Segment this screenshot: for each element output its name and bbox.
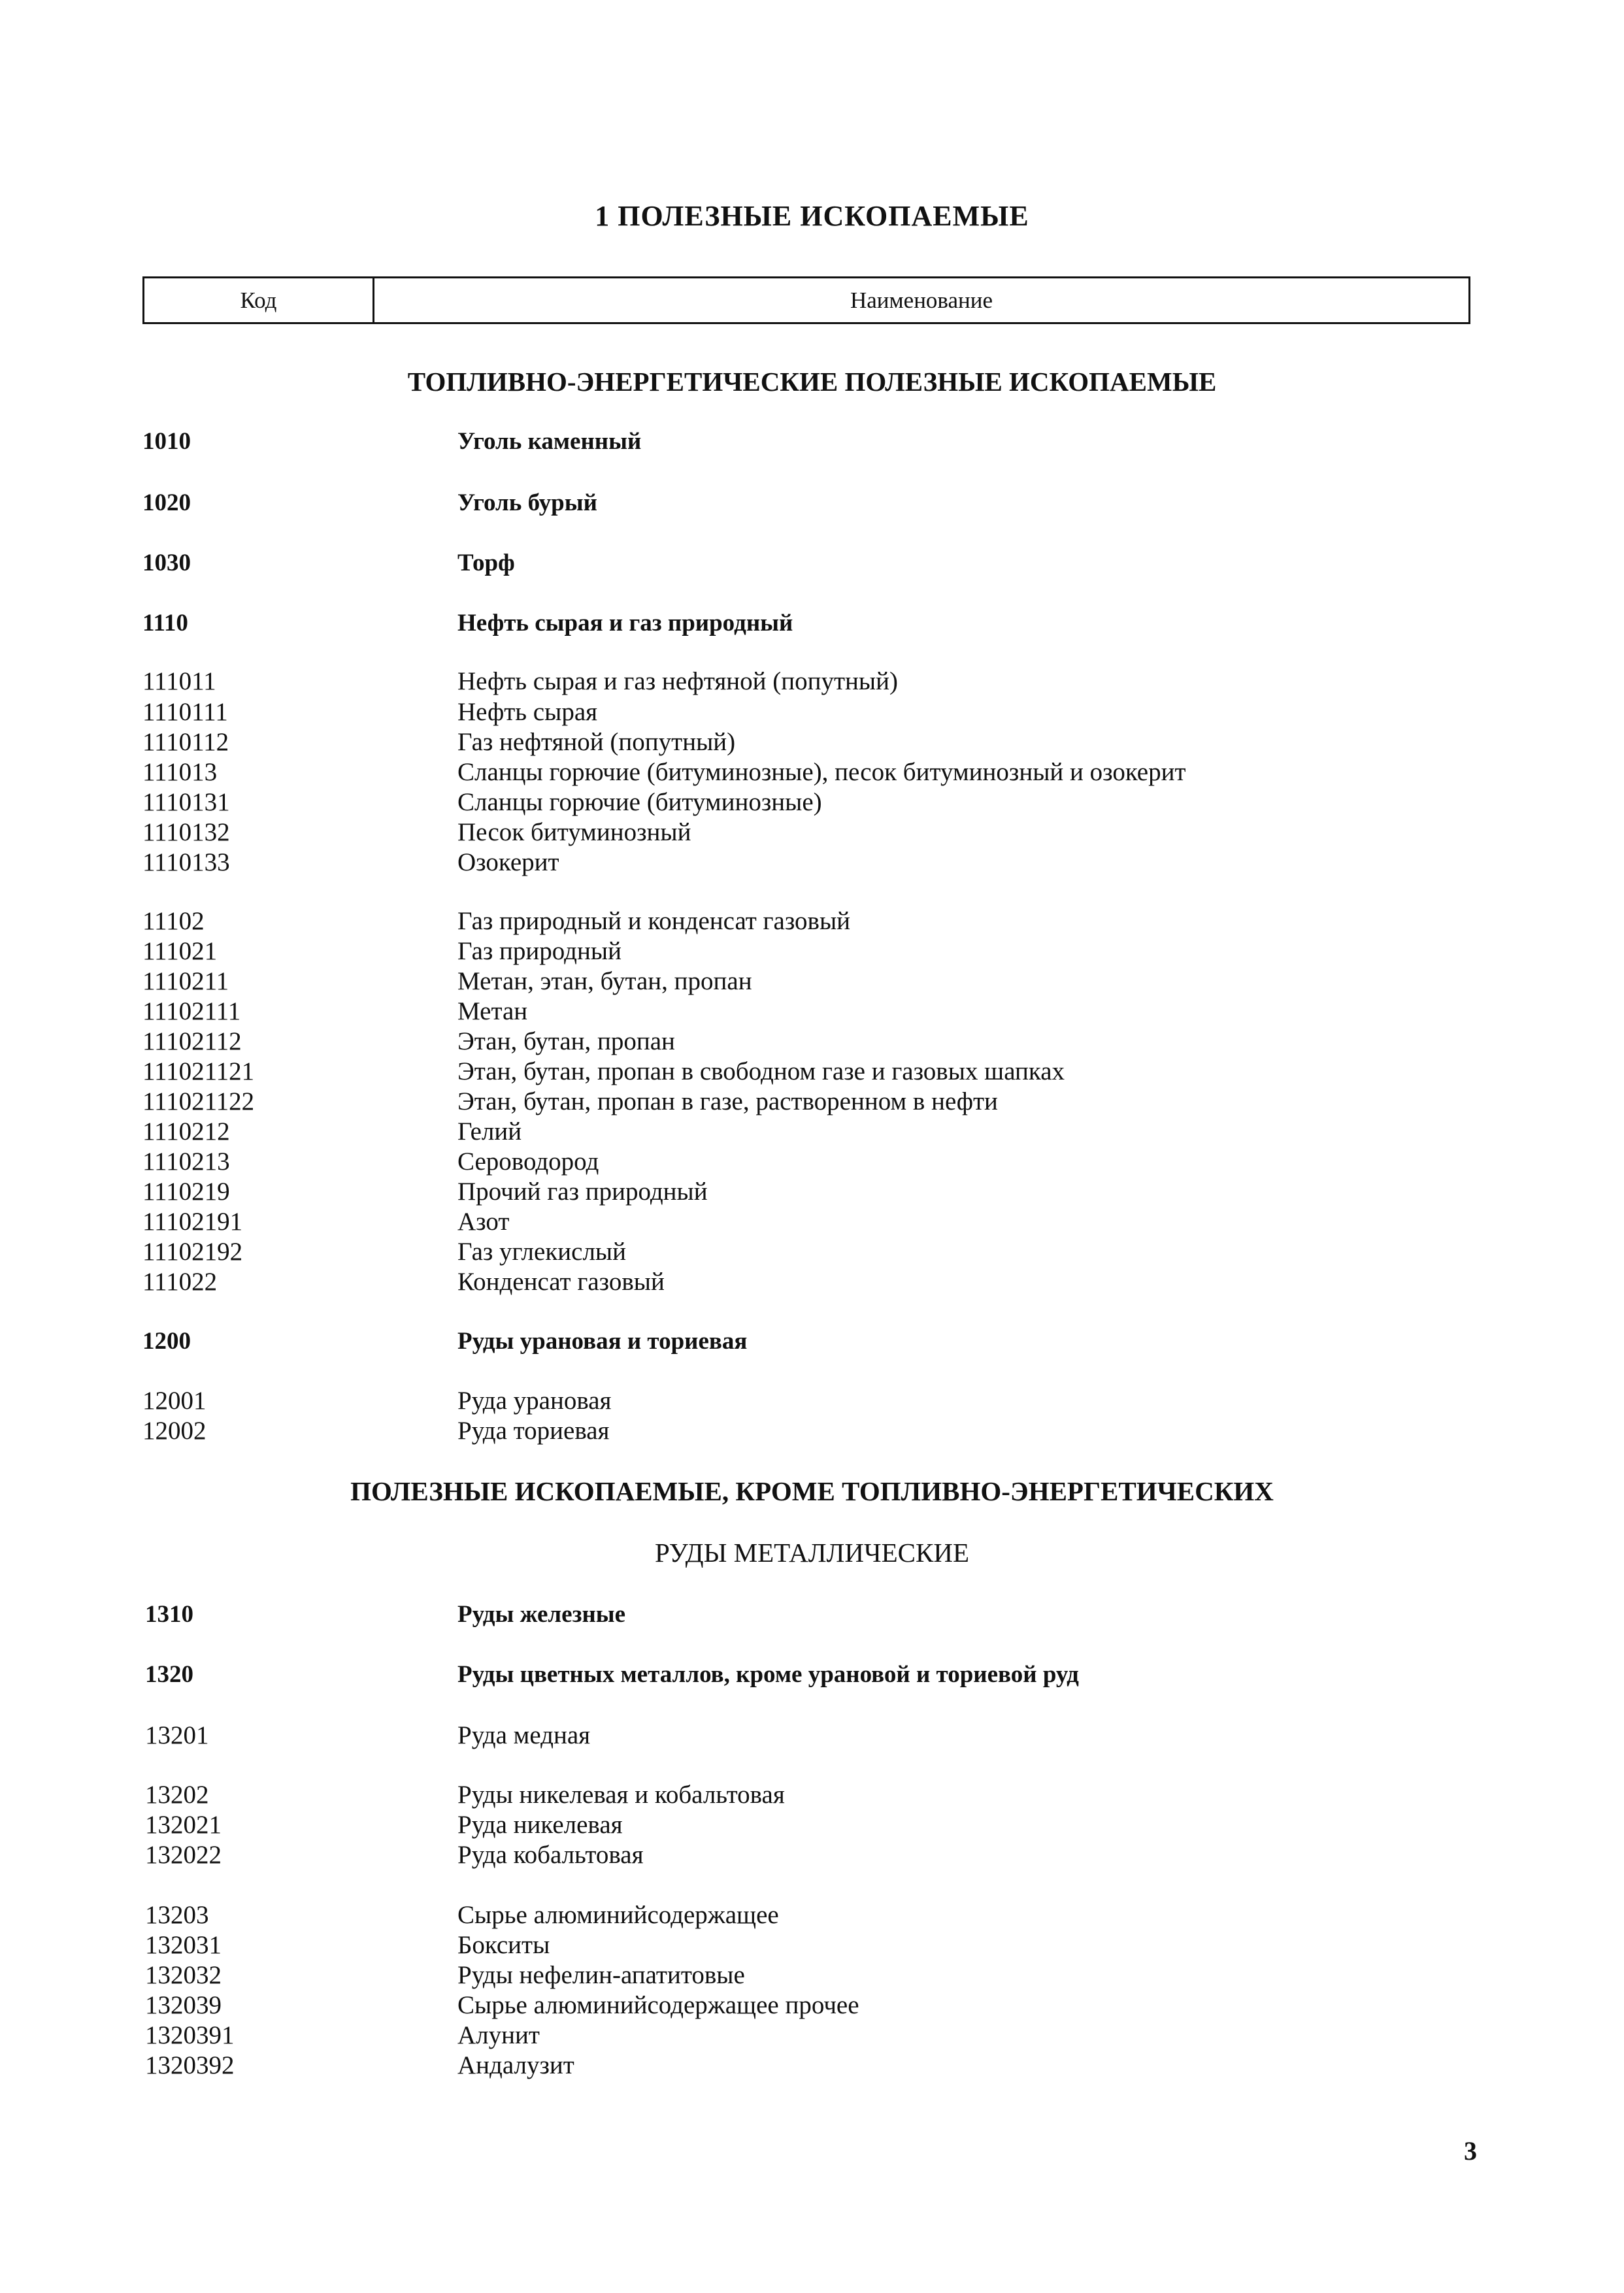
table-row xyxy=(0,1056,1624,1087)
row-code: 1110219 xyxy=(142,1178,230,1206)
row-name: Прочий газ природный xyxy=(457,1178,708,1206)
table-row xyxy=(0,1720,1624,1751)
row-code: 1110133 xyxy=(142,848,230,876)
page-number: 3 xyxy=(1464,2136,1477,2166)
table-row xyxy=(0,1990,1624,2021)
row-code: 1110212 xyxy=(142,1117,230,1146)
row-code: 1110 xyxy=(142,610,188,636)
row-code: 1010 xyxy=(142,428,191,455)
table-row xyxy=(0,996,1624,1027)
row-code: 111013 xyxy=(142,758,218,786)
table-row xyxy=(0,1026,1624,1057)
row-name: Этан, бутан, пропан в свободном газе и газовых шапках xyxy=(457,1057,1065,1085)
table-row xyxy=(0,817,1624,848)
row-name: Сланцы горючие (битуминозные) xyxy=(457,788,822,816)
row-code: 1030 xyxy=(142,550,191,576)
row-code: 1320392 xyxy=(145,2051,235,2079)
table-row xyxy=(0,1839,1624,1871)
row-code: 13201 xyxy=(145,1721,209,1749)
table-row xyxy=(0,906,1624,937)
row-name: Газ природный xyxy=(457,937,621,965)
subsection-heading-metal-ores: РУДЫ МЕТАЛЛИЧЕСКИЕ xyxy=(654,1538,969,1568)
row-name: Конденсат газовый xyxy=(457,1268,665,1296)
row-code: 1310 xyxy=(145,1601,193,1628)
table-header xyxy=(142,276,1470,324)
row-code: 11102 xyxy=(142,907,205,935)
row-name: Руды железные xyxy=(457,1601,626,1628)
row-code: 111011 xyxy=(142,667,216,695)
row-code: 132031 xyxy=(145,1931,222,1959)
row-name: Озокерит xyxy=(457,848,559,876)
row-code: 12001 xyxy=(142,1387,207,1415)
row-name: Руда ториевая xyxy=(457,1417,610,1445)
row-name: Руды никелевая и кобальтовая xyxy=(457,1781,785,1809)
row-name: Уголь каменный xyxy=(457,428,642,455)
table-row xyxy=(0,2020,1624,2051)
row-name: Торф xyxy=(457,550,515,576)
row-name: Руда кобальтовая xyxy=(457,1841,644,1869)
row-name: Руды урановая и ториевая xyxy=(457,1328,748,1355)
row-name: Руды цветных металлов, кроме урановой и ториевой руд xyxy=(457,1661,1079,1688)
row-code: 1200 xyxy=(142,1328,191,1355)
row-code: 1020 xyxy=(142,489,191,516)
row-code: 1110131 xyxy=(142,788,230,816)
table-row xyxy=(0,697,1624,728)
table-row xyxy=(0,1900,1624,1931)
section-heading-fuel: ТОПЛИВНО-ЭНЕРГЕТИЧЕСКИЕ ПОЛЕЗНЫЕ ИСКОПАЕМЫЕ xyxy=(407,367,1217,397)
row-code: 12002 xyxy=(142,1417,207,1445)
table-row xyxy=(0,1176,1624,1208)
row-name: Сероводород xyxy=(457,1147,599,1176)
table-row xyxy=(0,787,1624,818)
table-row xyxy=(0,727,1624,758)
table-row xyxy=(0,1415,1624,1447)
row-code: 13202 xyxy=(145,1781,209,1809)
row-name: Бокситы xyxy=(457,1931,550,1959)
table-row xyxy=(0,1086,1624,1117)
table-row xyxy=(0,487,1624,519)
row-name: Алунит xyxy=(457,2021,540,2049)
row-name: Сырье алюминийсодержащее прочее xyxy=(457,1991,859,2019)
row-code: 1110211 xyxy=(142,967,229,995)
table-row xyxy=(0,1236,1624,1268)
table-row xyxy=(0,757,1624,788)
row-name: Нефть сырая и газ нефтяной (попутный) xyxy=(457,667,898,695)
row-name: Метан xyxy=(457,997,528,1025)
row-name: Руда никелевая xyxy=(457,1811,623,1839)
row-code: 1320391 xyxy=(145,2021,235,2049)
table-row xyxy=(0,1930,1624,1961)
row-code: 132039 xyxy=(145,1991,222,2019)
table-row xyxy=(0,1960,1624,1991)
table-row xyxy=(0,2050,1624,2081)
table-row xyxy=(0,847,1624,878)
table-row xyxy=(0,1779,1624,1811)
row-name: Руда урановая xyxy=(457,1387,612,1415)
row-code: 1110132 xyxy=(142,818,230,846)
row-name: Андалузит xyxy=(457,2051,574,2079)
row-name: Гелий xyxy=(457,1117,522,1146)
table-row xyxy=(0,1385,1624,1417)
table-row xyxy=(0,608,1624,639)
row-code: 11102192 xyxy=(142,1238,243,1266)
table-row xyxy=(0,1659,1624,1691)
table-row xyxy=(0,1326,1624,1357)
table-row xyxy=(0,1809,1624,1841)
row-name: Газ природный и конденсат газовый xyxy=(457,907,851,935)
row-code: 132032 xyxy=(145,1961,222,1989)
table-row xyxy=(0,966,1624,997)
row-name: Нефть сырая xyxy=(457,698,598,726)
table-row xyxy=(0,666,1624,697)
row-code: 11102111 xyxy=(142,997,241,1025)
row-name: Газ углекислый xyxy=(457,1238,626,1266)
row-code: 111021 xyxy=(142,937,218,965)
row-name: Этан, бутан, пропан в газе, растворенном в нефти xyxy=(457,1087,998,1115)
row-code: 1320 xyxy=(145,1661,193,1688)
table-row xyxy=(0,1146,1624,1178)
row-name: Метан, этан, бутан, пропан xyxy=(457,967,752,995)
row-code: 111021122 xyxy=(142,1087,255,1115)
table-row xyxy=(0,1266,1624,1298)
table-row xyxy=(0,1116,1624,1147)
row-code: 1110111 xyxy=(142,698,228,726)
table-row xyxy=(0,1599,1624,1630)
row-code: 132022 xyxy=(145,1841,222,1869)
row-code: 11102191 xyxy=(142,1208,243,1236)
table-row xyxy=(0,936,1624,967)
row-name: Сланцы горючие (битуминозные), песок битуминозный и озокерит xyxy=(457,758,1186,786)
row-name: Этан, бутан, пропан xyxy=(457,1027,675,1055)
row-code: 13203 xyxy=(145,1901,209,1929)
table-row xyxy=(0,548,1624,579)
row-name: Сырье алюминийсодержащее xyxy=(457,1901,779,1929)
row-code: 11102112 xyxy=(142,1027,242,1055)
row-code: 111022 xyxy=(142,1268,218,1296)
row-code: 132021 xyxy=(145,1811,222,1839)
header-code: Код xyxy=(144,278,374,322)
table-row xyxy=(0,426,1624,457)
row-name: Руда медная xyxy=(457,1721,591,1749)
row-name: Азот xyxy=(457,1208,510,1236)
row-name: Песок битуминозный xyxy=(457,818,691,846)
page-title: 1 ПОЛЕЗНЫЕ ИСКОПАЕМЫЕ xyxy=(595,200,1029,232)
section-heading-nonfuel: ПОЛЕЗНЫЕ ИСКОПАЕМЫЕ, КРОМЕ ТОПЛИВНО-ЭНЕРГЕТИЧЕСКИХ xyxy=(350,1476,1274,1506)
header-name: Наименование xyxy=(850,287,993,313)
row-code: 1110213 xyxy=(142,1147,230,1176)
row-name: Нефть сырая и газ природный xyxy=(457,610,793,636)
row-name: Руды нефелин-апатитовые xyxy=(457,1961,745,1989)
row-name: Уголь бурый xyxy=(457,489,597,516)
row-code: 111021121 xyxy=(142,1057,255,1085)
row-name: Газ нефтяной (попутный) xyxy=(457,728,736,756)
row-code: 1110112 xyxy=(142,728,229,756)
table-row xyxy=(0,1206,1624,1238)
